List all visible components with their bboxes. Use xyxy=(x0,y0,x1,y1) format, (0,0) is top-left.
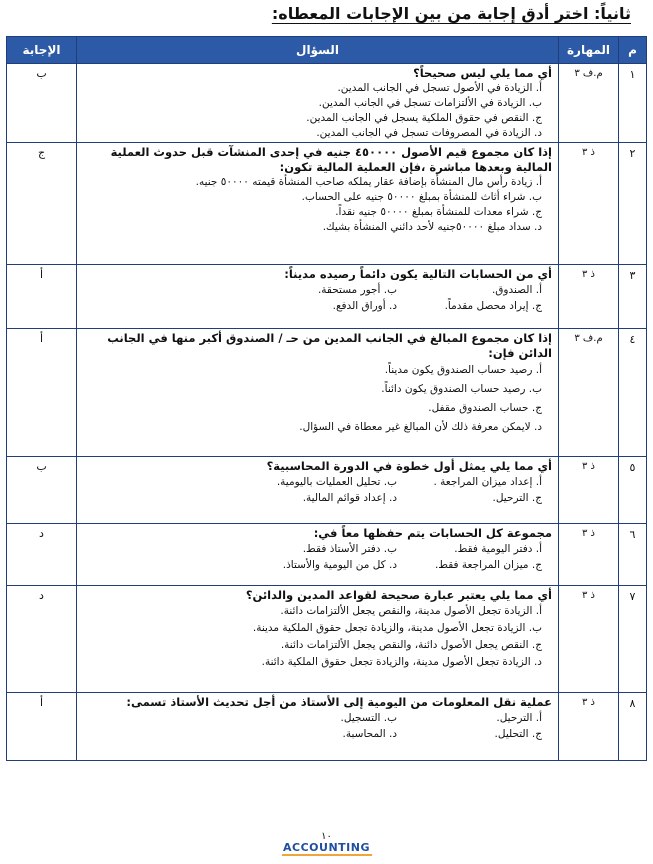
option: ب. دفتر الأستاذ فقط. xyxy=(302,543,397,555)
row-skill: ذ ٣ xyxy=(559,586,619,693)
option: ب. أجور مستحقة. xyxy=(317,284,397,296)
row-skill: م.ف ٣ xyxy=(559,64,619,143)
options-list xyxy=(252,282,552,314)
questions-table xyxy=(6,36,647,761)
row-skill: ذ ٣ xyxy=(559,457,619,524)
option: ج. حساب الصندوق مقفل. xyxy=(428,402,542,414)
option: د. المحاسبة. xyxy=(342,728,397,740)
option: أ. إعداد ميزان المراجعة . xyxy=(433,476,542,488)
page-number: ١٠ xyxy=(321,831,332,842)
option: د. لايمكن معرفة ذلك لأن المبالغ غير معطاة في السؤال. xyxy=(299,421,542,433)
question-cell xyxy=(77,586,559,693)
option: ب. تحليل العمليات باليومية. xyxy=(276,476,397,488)
answer-cell: د xyxy=(7,524,77,586)
options-list xyxy=(83,361,552,437)
option: ب. الزيادة في الألتزامات تسجل في الجانب المدين. xyxy=(318,97,542,109)
option: أ. دفتر اليومية فقط. xyxy=(454,543,542,555)
option: أ. رصيد حساب الصندوق يكون مديناً. xyxy=(384,364,542,376)
table-header-row xyxy=(7,37,647,64)
row-number: ٥ xyxy=(619,457,647,524)
table-row xyxy=(7,143,647,265)
option: ج. النقص في حقوق الملكية يسجل في الجانب المدين. xyxy=(306,112,542,124)
option: د. الزيادة تجعل الأصول مدينة، والزيادة تجعل حقوق الملكية دائنة. xyxy=(261,656,542,668)
answer-cell: أ xyxy=(7,265,77,329)
table-row xyxy=(7,586,647,693)
option: د. أوراق الدفع. xyxy=(332,300,397,312)
options-list xyxy=(83,175,552,235)
table-row xyxy=(7,329,647,457)
question-cell xyxy=(77,265,559,329)
row-number: ٤ xyxy=(619,329,647,457)
question-cell xyxy=(77,143,559,265)
header-number: م xyxy=(619,37,647,64)
option: أ. الصندوق. xyxy=(491,284,542,296)
question-stem: عملية نقل المعلومات من اليومية إلى الأستاذ من أجل تحديث الأستاذ تسمى: xyxy=(126,695,552,709)
header-skill: المهارة xyxy=(559,37,619,64)
answer-cell: أ xyxy=(7,693,77,761)
option: ب. شراء أثاث للمنشأة بمبلغ ٥٠٠٠٠ جنيه على الحساب. xyxy=(301,191,542,203)
row-skill: م.ف ٣ xyxy=(559,329,619,457)
table-row xyxy=(7,265,647,329)
accounting-logo: ACCOUNTING xyxy=(283,841,370,854)
option: د. إعداد قوائم المالية. xyxy=(302,492,397,504)
option: أ. الزيادة تجعل الأصول مدينة، والنقص يجعل الألتزامات دائنة. xyxy=(280,605,542,617)
question-stem: أي من الحسابات التالية يكون دائماً رصيده مديناً: xyxy=(284,267,552,281)
question-stem: إذا كان مجموع المبالغ في الجانب المدين من حـ / الصندوق أكبر منها في الجانب الدائن فإن: xyxy=(107,331,552,360)
row-number: ١ xyxy=(619,64,647,143)
question-cell xyxy=(77,64,559,143)
table-row xyxy=(7,693,647,761)
options-list xyxy=(252,474,552,506)
table-row xyxy=(7,64,647,143)
option: ب. رصيد حساب الصندوق يكون دائناً. xyxy=(381,383,542,395)
option: ب. الزيادة تجعل الأصول مدينة، والزيادة تجعل حقوق الملكية مدينة. xyxy=(252,622,542,634)
section-heading: ثانياً: اختر أدق إجابة من بين الإجابات المعطاه: xyxy=(271,4,631,23)
option: ج. النقص يجعل الأصول دائنة، والنقص يجعل الألتزامات دائنة. xyxy=(280,639,542,651)
logo-underline xyxy=(282,854,372,858)
option: ج. الترحيل. xyxy=(492,492,542,504)
option: ج. شراء معدات للمنشأة بمبلغ ٥٠٠٠٠ جنيه نقداً. xyxy=(335,206,542,218)
row-skill: ذ ٣ xyxy=(559,265,619,329)
option: ب. التسجيل. xyxy=(340,712,397,724)
options-list xyxy=(252,541,552,573)
header-answer: الإجابة xyxy=(7,37,77,64)
option: أ. زيادة رأس مال المنشأة بإضافة عقار يملكه صاحب المنشأة قيمته ٥٠٠٠٠ جنيه. xyxy=(195,176,542,188)
question-stem: أي مما يلي ليس صحيحاً؟ xyxy=(413,66,552,80)
question-stem: أي مما يلي يعتبر عبارة صحيحة لقواعد المدين والدائن؟ xyxy=(245,588,552,602)
question-stem: أي مما يلي يمثل أول خطوة في الدورة المحاسبية؟ xyxy=(266,459,552,473)
question-cell xyxy=(77,693,559,761)
answer-cell: ب xyxy=(7,457,77,524)
row-skill: ذ ٣ xyxy=(559,693,619,761)
answer-cell: ج xyxy=(7,143,77,265)
answer-cell: د xyxy=(7,586,77,693)
options-list xyxy=(83,603,552,671)
row-skill: ذ ٣ xyxy=(559,143,619,265)
table-row xyxy=(7,457,647,524)
option: ج. التحليل. xyxy=(494,728,542,740)
row-skill: ذ ٣ xyxy=(559,524,619,586)
question-cell xyxy=(77,457,559,524)
question-cell xyxy=(77,329,559,457)
option: د. الزيادة في المصروفات تسجل في الجانب المدين. xyxy=(316,127,542,139)
option: ج. إيراد محصل مقدماً. xyxy=(444,300,542,312)
header-question: السؤال xyxy=(77,37,559,64)
row-number: ٦ xyxy=(619,524,647,586)
row-number: ٨ xyxy=(619,693,647,761)
option: د. سداد مبلغ ٥٠٠٠٠جنيه لأحد دائني المنشأة بشيك. xyxy=(322,221,542,233)
row-number: ٧ xyxy=(619,586,647,693)
options-list xyxy=(83,81,552,141)
answer-cell: ب xyxy=(7,64,77,143)
option: أ. الزيادة في الأصول تسجل في الجانب المدين. xyxy=(337,82,542,94)
table-row xyxy=(7,524,647,586)
option: أ. الترحيل. xyxy=(496,712,542,724)
option: د. كل من اليومية والأستاذ. xyxy=(282,559,397,571)
question-stem: مجموعة كل الحسابات يتم حفظها معاً في: xyxy=(313,526,552,540)
page-footer xyxy=(0,831,653,858)
question-cell xyxy=(77,524,559,586)
row-number: ٢ xyxy=(619,143,647,265)
row-number: ٣ xyxy=(619,265,647,329)
question-stem: إذا كان مجموع قيم الأصول ٤٥٠٠٠٠ جنيه في إحدى المنشآت قبل حدوث العملية المالية وبعدها مباشرة ،فإن العملية المالية تكون: xyxy=(110,145,552,174)
option: ج. ميزان المراجعة فقط. xyxy=(434,559,542,571)
answer-cell: أ xyxy=(7,329,77,457)
options-list xyxy=(252,710,552,742)
